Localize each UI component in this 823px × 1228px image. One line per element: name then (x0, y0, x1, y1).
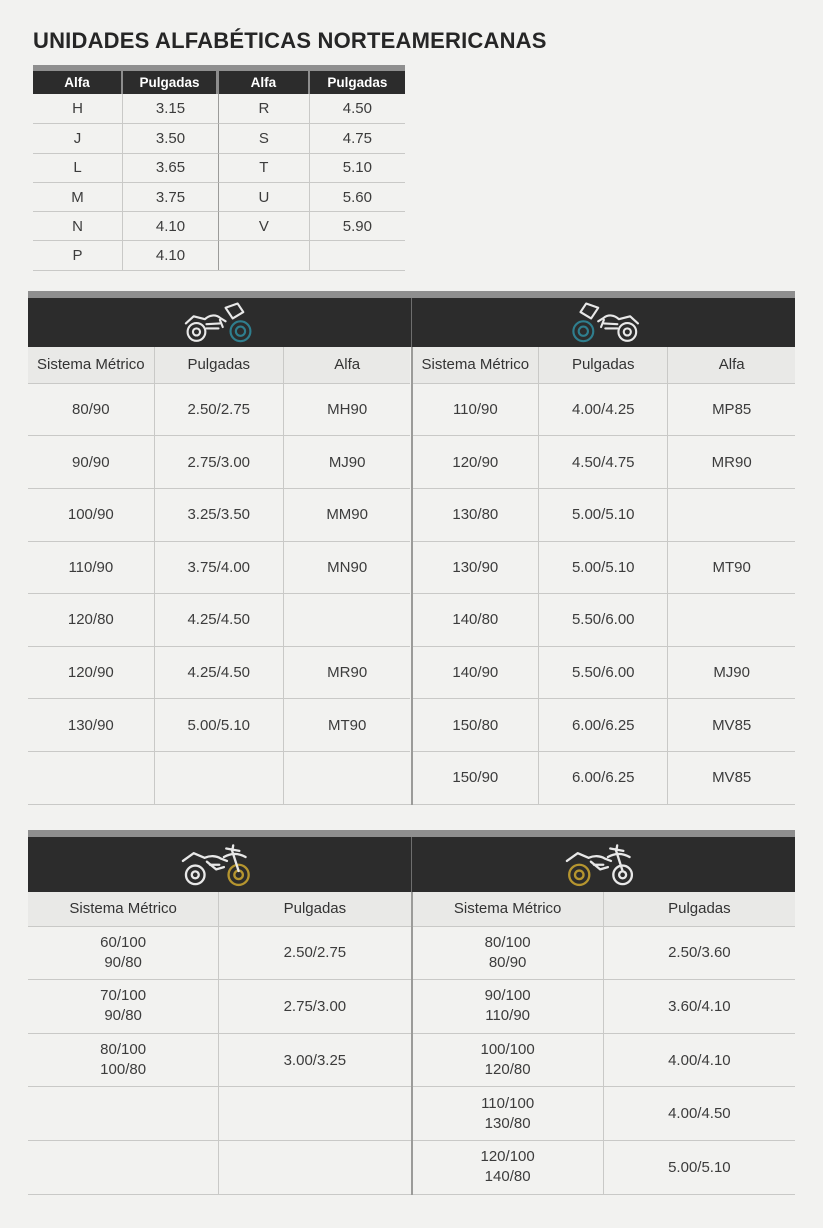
table-cell (219, 1140, 410, 1194)
metric-line: 90/80 (104, 1007, 142, 1025)
pulgadas-header: Pulgadas (539, 347, 668, 383)
table-cell: 140/80 (413, 593, 540, 646)
section-top-bar (28, 291, 795, 298)
table-cell: 2.50/2.75 (219, 926, 410, 980)
table-cell: P (33, 240, 123, 269)
table-cell: MH90 (284, 383, 411, 436)
metric-line: 80/100 (484, 933, 531, 951)
sport-motorcycle-right-wheel-teal-icon (28, 298, 412, 347)
metric-header: Sistema Métrico (413, 892, 604, 926)
metric-line: 120/80 (484, 1061, 531, 1079)
table-cell: 5.00/5.10 (539, 541, 668, 594)
metric-line: 90/100 (484, 987, 531, 1005)
alpha-header: Alfa (219, 71, 310, 94)
metric-line: 100/80 (100, 1061, 147, 1079)
table-cell (284, 593, 411, 646)
table-cell: 4.50 (342, 100, 372, 118)
table-cell: 4.10 (123, 240, 219, 269)
table-cell: S (219, 123, 310, 152)
table-cell (28, 926, 219, 980)
section-top-bar (28, 830, 795, 837)
table-cell (310, 240, 405, 269)
table-cell (413, 1140, 604, 1194)
table-cell: MR90 (284, 646, 411, 699)
table-cell (28, 979, 219, 1033)
table-cell: 2.75/3.00 (155, 435, 284, 488)
table-cell: J (33, 123, 123, 152)
table-cell: MJ90 (668, 646, 795, 699)
pulgadas-header: Pulgadas (310, 71, 405, 94)
table-cell: 4.75 (310, 123, 405, 152)
table-cell: MN90 (284, 541, 411, 594)
alpha-header: Alfa (33, 71, 123, 94)
table-cell: 120/80 (28, 593, 155, 646)
table-cell (413, 1033, 604, 1087)
table-cell: 130/80 (413, 488, 540, 541)
table-cell: T (219, 153, 310, 182)
table-cell: 90/90 (28, 435, 155, 488)
table-cell: 4.00/4.50 (604, 1086, 795, 1140)
table-cell: 2.50/3.60 (604, 926, 795, 980)
table-cell (668, 593, 795, 646)
table-cell: 5.00/5.10 (155, 698, 284, 751)
table-cell: 130/90 (28, 698, 155, 751)
table-cell (284, 751, 411, 804)
table-cell: 150/80 (413, 698, 540, 751)
metric-line: 90/80 (104, 953, 142, 971)
table-cell: 80/90 (28, 383, 155, 436)
metric-line: 80/90 (488, 953, 527, 971)
table-cell (413, 926, 604, 980)
alfa-header: Alfa (668, 347, 795, 383)
table-cell: M (33, 182, 123, 211)
table-cell: 5.00/5.10 (604, 1140, 795, 1194)
metric-line: 140/80 (484, 1168, 531, 1186)
metric-line: 80/100 (100, 1041, 147, 1059)
metric-line: 120/100 (480, 1148, 535, 1166)
table-cell: 5.50/6.00 (539, 593, 668, 646)
dirt-bike-left-wheel-gold-icon (412, 837, 795, 892)
table-cell: MT90 (284, 698, 411, 751)
dirt-bike-icon (179, 840, 260, 888)
sport-motorcycle-mirrored-icon (567, 300, 641, 344)
table-cell: 110/90 (28, 541, 155, 594)
table-cell (219, 1086, 410, 1140)
table-cell (155, 751, 284, 804)
metric-header: Sistema Métrico (28, 347, 155, 383)
metric-line: 110/90 (485, 1007, 530, 1025)
metric-line: 60/100 (100, 933, 147, 951)
metric-header: Sistema Métrico (413, 347, 540, 383)
table-cell: 3.00/3.25 (219, 1033, 410, 1087)
table-cell: 3.75 (123, 182, 219, 211)
pulgadas-header: Pulgadas (123, 71, 219, 94)
table-cell: 6.00/6.25 (539, 751, 668, 804)
alpha-units-table (33, 65, 405, 271)
offroad-banner (28, 837, 795, 892)
offroad-left-table (28, 892, 413, 1195)
table-cell: 4.00/4.10 (604, 1033, 795, 1087)
metric-line: 100/100 (480, 1041, 535, 1059)
street-left-table (28, 347, 413, 805)
table-cell: MR90 (668, 435, 795, 488)
table-cell (28, 751, 155, 804)
table-cell (28, 1140, 219, 1194)
table-cell: 6.00/6.25 (539, 698, 668, 751)
table-cell: 120/90 (413, 435, 540, 488)
table-cell (28, 1033, 219, 1087)
table-cell: R (219, 94, 310, 123)
table-cell: 130/90 (413, 541, 540, 594)
offroad-right-table (413, 892, 796, 1195)
table-cell: 5.10 (310, 153, 405, 182)
page (0, 28, 823, 1195)
table-cell: 3.50 (123, 123, 219, 152)
metric-line: 130/80 (484, 1114, 531, 1132)
table-cell: 5.90 (310, 211, 405, 240)
table-cell (413, 979, 604, 1033)
table-cell: MT90 (668, 541, 795, 594)
table-cell: 4.50/4.75 (539, 435, 668, 488)
table-cell: 4.00/4.25 (539, 383, 668, 436)
table-cell: U (219, 182, 310, 211)
table-cell: H (33, 94, 123, 123)
pulgadas-header: Pulgadas (604, 892, 795, 926)
metric-line: 110/100 (481, 1094, 535, 1112)
table-cell: 3.15 (123, 94, 219, 123)
table-cell: 150/90 (413, 751, 540, 804)
table-cell: 3.25/3.50 (155, 488, 284, 541)
pulgadas-header: Pulgadas (155, 347, 284, 383)
table-cell (28, 1086, 219, 1140)
alfa-header: Alfa (284, 347, 411, 383)
table-cell: 3.75/4.00 (155, 541, 284, 594)
table-cell: 4.25/4.50 (155, 646, 284, 699)
table-cell: 5.00/5.10 (539, 488, 668, 541)
table-cell: MM90 (284, 488, 411, 541)
table-cell: MP85 (668, 383, 795, 436)
table-cell (413, 1086, 604, 1140)
dirt-bike-icon (563, 840, 644, 888)
table-cell: L (33, 153, 123, 182)
offroad-tires-section (28, 830, 795, 1195)
table-cell: 140/90 (413, 646, 540, 699)
table-cell: 2.75/3.00 (219, 979, 410, 1033)
table-cell: 5.60 (310, 182, 405, 211)
table-cell: V (219, 211, 310, 240)
table-cell: 100/90 (28, 488, 155, 541)
sport-motorcycle-left-wheel-teal-icon (412, 298, 795, 347)
dirt-bike-right-wheel-gold-icon (28, 837, 412, 892)
table-cell: 3.60/4.10 (604, 979, 795, 1033)
street-tires-section (28, 291, 795, 805)
table-cell (219, 240, 310, 269)
table-cell: 5.50/6.00 (539, 646, 668, 699)
table-cell: 4.25/4.50 (155, 593, 284, 646)
page-title: UNIDADES ALFABÉTICAS NORTEAMERICANAS (33, 28, 547, 53)
table-cell: 120/90 (28, 646, 155, 699)
table-cell: 110/90 (413, 383, 540, 436)
metric-line: 70/100 (100, 987, 147, 1005)
street-right-table (413, 347, 796, 805)
street-banner (28, 298, 795, 347)
table-cell: MJ90 (284, 435, 411, 488)
sport-motorcycle-icon (183, 300, 257, 344)
table-cell: MV85 (668, 751, 795, 804)
metric-header: Sistema Métrico (28, 892, 219, 926)
table-cell: N (33, 211, 123, 240)
table-cell: 2.50/2.75 (155, 383, 284, 436)
table-cell: 4.10 (123, 211, 219, 240)
table-cell: 3.65 (123, 153, 219, 182)
pulgadas-header: Pulgadas (219, 892, 410, 926)
table-cell (668, 488, 795, 541)
table-cell: MV85 (668, 698, 795, 751)
